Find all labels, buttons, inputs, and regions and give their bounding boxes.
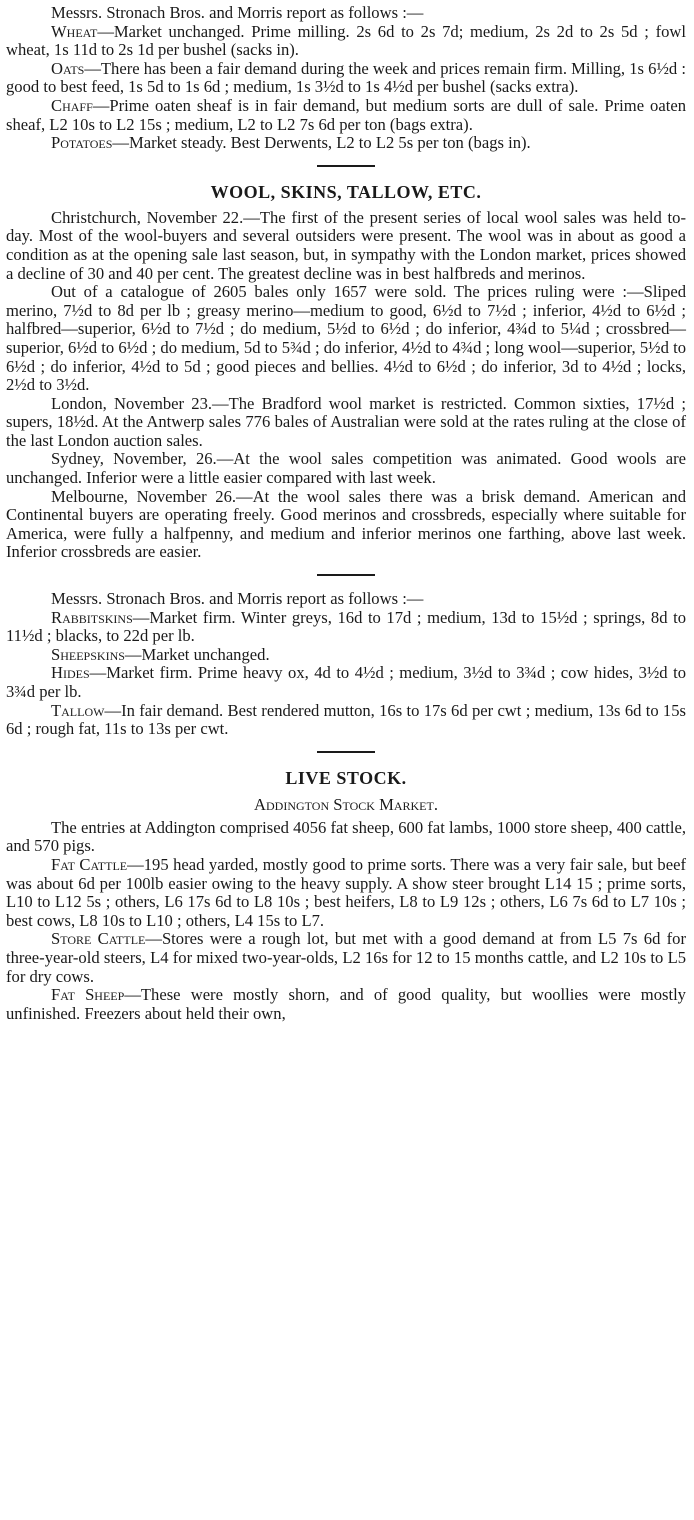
rabbitskins-paragraph bbox=[6, 609, 686, 646]
newspaper-column bbox=[6, 4, 686, 1023]
store-cattle-lead: Store Cattle bbox=[51, 929, 146, 949]
wheat-text: —Market unchanged. Prime milling. 2s 6d to 2s 7d; medium, 2s 2d to 2s 5d ; fowl wheat, 1s 11d to 2s 1d per bushel (sacks in). bbox=[6, 21, 686, 60]
potatoes-text: —Market steady. Best Derwents, L2 to L2 5s per ton (bags in). bbox=[112, 133, 531, 153]
rabbitskins-text: —Market firm. Winter greys, 16d to 17d ; medium, 13d to 15½d ; springs, 8d to 11½d ; blacks, to 22d per lb. bbox=[6, 607, 686, 646]
tallow-text: —In fair demand. Best rendered mutton, 16s to 17s 6d per cwt ; medium, 13s 6d to 15s 6d ; rough fat, 11s to 13s per cwt. bbox=[6, 700, 686, 739]
livestock-section bbox=[6, 767, 686, 1024]
grain-report bbox=[6, 4, 686, 153]
fat-sheep-text: —These were mostly shorn, and of good quality, but woollies were mostly unfinished. Freezers about held their own, bbox=[6, 985, 686, 1023]
livestock-heading: LIVE STOCK. bbox=[285, 767, 407, 788]
oats-lead: Oats bbox=[51, 58, 85, 78]
tallow-paragraph bbox=[6, 702, 686, 739]
sheepskins-lead: Sheepskins bbox=[51, 644, 125, 664]
wheat-paragraph bbox=[6, 23, 686, 60]
hides-paragraph bbox=[6, 664, 686, 701]
fat-cattle-text: —195 head yarded, mostly good to prime sorts. There was a very fair sale, but beef was about 6d per 100lb easier owing to the heavy supply. A show steer brought L14 15 ; prime sorts, L10 to L12 5s ; others, L6 17s 6d to L8 10s ; best heifers, L8 to L9 12s ; others, L6 7s 6d to L7 10s ; best cows, L8 10s to L10 ; others, L4 15s to L7. bbox=[6, 854, 686, 930]
potatoes-lead: Potatoes bbox=[51, 133, 113, 153]
tallow-lead: Tallow bbox=[51, 700, 105, 720]
store-cattle-text: —Stores were a rough lot, but met with a good demand at from L5 7s 6d for three-year-old steers, L4 for mixed two-year-olds, L2 16s for 12 to 15 months cattle, and L2 10s to L5 for dry cows. bbox=[6, 929, 687, 986]
christchurch-paragraph: Christchurch, November 22.—The first of the present series of local wool sales was held to-day. Most of the wool-buyers and several outsiders were present. The wool was in about as good a condition as at the opening sale last season, but, in sympathy with the London market, prices showed a decline of 30 and 40 per cent. The greatest decline was in best halfbreds and merinos. bbox=[6, 207, 686, 283]
report-intro: Messrs. Stronach Bros. and Morris report as follows :— bbox=[51, 3, 424, 22]
chaff-text: —Prime oaten sheaf is in fair demand, but medium sorts are dull of sale. Prime oaten sheaf, L2 10s to L2 15s ; medium, L2 to L2 7s 6d per ton (bags extra). bbox=[6, 95, 686, 134]
store-cattle-paragraph bbox=[6, 930, 686, 986]
wool-heading: WOOL, SKINS, TALLOW, ETC. bbox=[210, 181, 482, 202]
entries-paragraph: The entries at Addington comprised 4056 fat sheep, 600 fat lambs, 1000 store sheep, 400 cattle, and 570 pigs. bbox=[6, 817, 686, 856]
fat-cattle-paragraph bbox=[6, 856, 686, 930]
sydney-paragraph: Sydney, November, 26.—At the wool sales competition was animated. Good wools are unchanged. Inferior were a little easier compared with last week. bbox=[6, 449, 686, 488]
oats-paragraph bbox=[6, 60, 686, 97]
potatoes-paragraph bbox=[6, 134, 686, 153]
london-paragraph: London, November 23.—The Bradford wool market is restricted. Common sixties, 17½d ; supers, 18½d. At the Antwerp sales 776 bales of Australian were sold at the rates ruling at the close of the last London auction sales. bbox=[6, 393, 686, 450]
chaff-paragraph bbox=[6, 97, 686, 134]
section-divider bbox=[317, 165, 375, 167]
section-divider bbox=[317, 574, 375, 576]
fat-cattle-lead: Fat Cattle bbox=[51, 854, 128, 874]
addington-subheading: Addington Stock Market. bbox=[254, 794, 438, 814]
wheat-lead: Wheat bbox=[51, 21, 98, 41]
report-intro: Messrs. Stronach Bros. and Morris report as follows :— bbox=[51, 589, 424, 609]
oats-text: —There has been a fair demand during the week and prices remain firm. Milling, 1s 6½d : good to best feed, 1s 5d to 1s 6d ; medium, 1s 3½d to 1s 4½d per bushel (sacks extra). bbox=[6, 58, 686, 97]
sheepskins-paragraph bbox=[6, 646, 686, 665]
rabbitskins-lead: Rabbitskins bbox=[51, 607, 133, 627]
skins-report bbox=[6, 590, 686, 739]
sheepskins-text: —Market unchanged. bbox=[124, 644, 270, 664]
hides-lead: Hides bbox=[51, 663, 90, 683]
hides-text: —Market firm. Prime heavy ox, 4d to 4½d ; medium, 3½d to 3¾d ; cow hides, 3½d to 3¾d per lb. bbox=[6, 663, 686, 701]
fat-sheep-paragraph bbox=[6, 986, 686, 1023]
chaff-lead: Chaff bbox=[51, 95, 93, 115]
wool-section bbox=[6, 181, 686, 562]
melbourne-paragraph: Melbourne, November 26.—At the wool sales there was a brisk demand. American and Continental buyers are operating freely. Good merinos and crossbreds, especially where suitable for America, were fully a halfpenny, and medium and inferior merinos one farthing, above last week. Inferior crossbreds are easier. bbox=[6, 486, 686, 562]
section-divider bbox=[317, 751, 375, 753]
catalogue-paragraph: Out of a catalogue of 2605 bales only 1657 were sold. The prices ruling were :—Sliped merino, 7½d to 8d per lb ; greasy merino—medium to good, 6½d to 7½d ; inferior, 4½d to 6½d ; halfbred—superior, 6½d to 7½d ; do medium, 5½d to 6½d ; do inferior, 4¾d to 5¼d ; crossbred—superior, 6½d to 6½d ; do medium, 5d to 5¾d ; do inferior, 4½d to 4¾d ; long wool—superior, 5½d to 6½d ; do inferior, 4½d to 5d ; good pieces and bellies. 4½d to 6½d ; do inferior, 3d to 4½d ; locks, 2½d to 3½d. bbox=[6, 282, 686, 395]
fat-sheep-lead: Fat Sheep bbox=[51, 985, 125, 1005]
